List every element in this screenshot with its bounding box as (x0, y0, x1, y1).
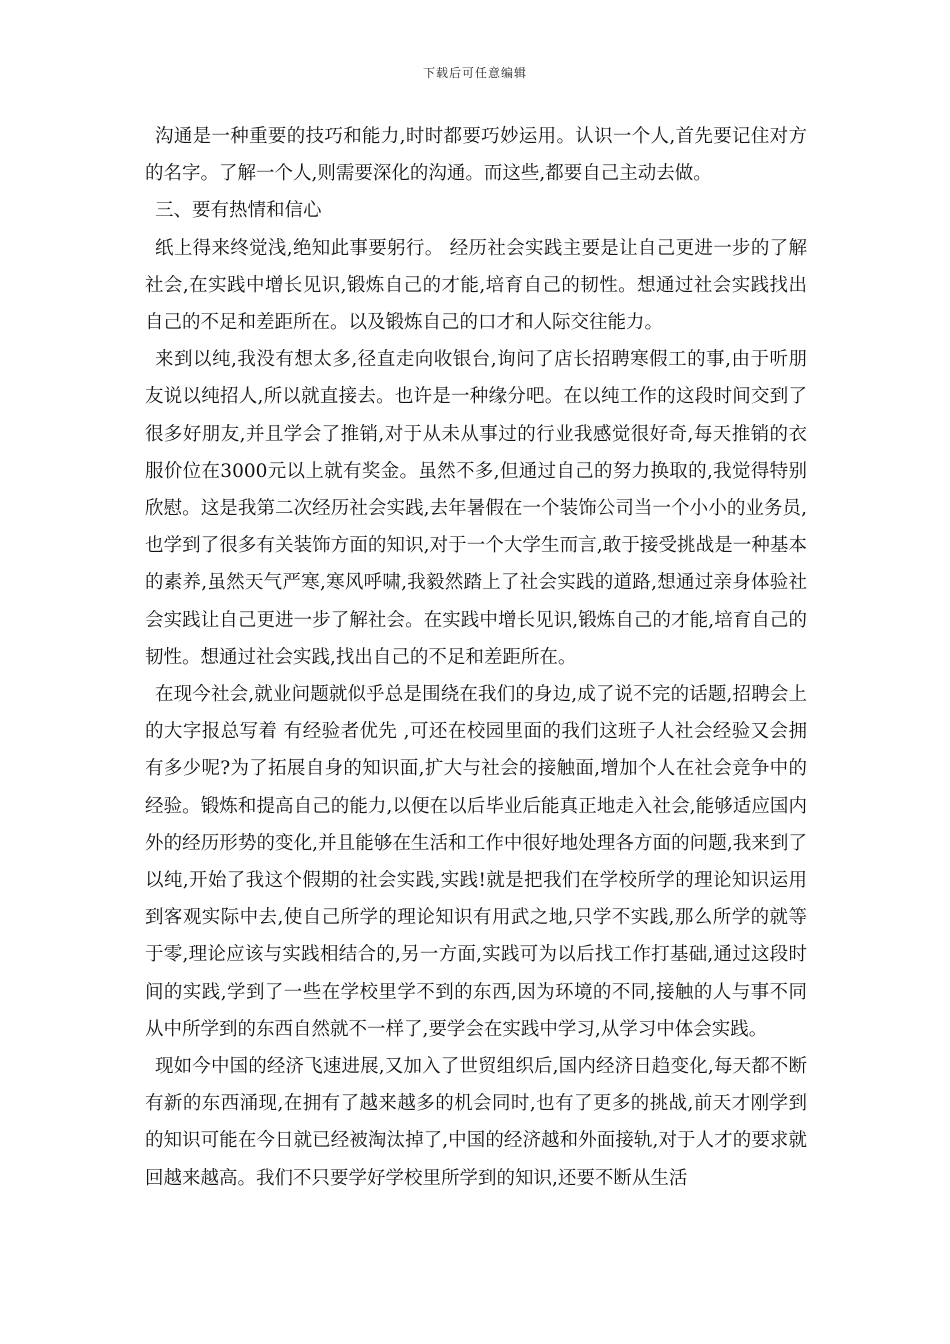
document-body (145, 118, 807, 1197)
section-heading: 三、要有热情和信心 (155, 200, 322, 222)
page-header-note: 下载后可任意编辑 (422, 66, 527, 80)
paragraph-yichun-work: 来到以纯,我没有想太多,径直走向收银台,询问了店长招聘寒假工的事,由于听朋友说以纯招人,所以就直接去。也许是一种缘分吧。在以纯工作的这段时间交到了很多好朋友,并且学会了推销,对于从未从事过的行业我感觉很好奇,每天推销的衣服价位在3000元以上就有奖金。虽然不多,但通过自己的努力换取的,我觉得特别欣慰。这是我第二次经历社会实践,去年暑假在一个装饰公司当一个小小的业务员,也学到了很多有关装饰方面的知识,对于一个大学生而言,敢于接受挑战是一种基本的素养,虽然天气严寒,寒风呼啸,我毅然踏上了社会实践的道路,想通过亲身体验社会实践让自己更进一步了解社会。在实践中增长见识,锻炼自己的才能,培育自己的韧性。想通过社会实践,找出自己的不足和差距所在。 (145, 349, 807, 668)
paragraph-practice-purpose: 纸上得来终觉浅,绝知此事要躬行。 经历社会实践主要是让自己更进一步的了解社会,在实践中增长见识,锻炼自己的才能,培育自己的韧性。想通过社会实践找出自己的不足和差距所在。以及锻炼自己的口才和人际交往能力。 (145, 237, 807, 334)
paragraph-communication: 沟通是一种重要的技巧和能力,时时都要巧妙运用。认识一个人,首先要记住对方的名字。了解一个人,则需要深化的沟通。而这些,都要自己主动去做。 (145, 126, 807, 185)
paragraph-economy: 现如今中国的经济飞速进展,又加入了世贸组织后,国内经济日趋变化,每天都不断有新的东西涌现,在拥有了越来越多的机会同时,也有了更多的挑战,前天才刚学到的知识可能在今日就已经被淘汰掉了,中国的经济越和外面接轨,对于人才的要求就回越来越高。我们不只要学好学校里所学到的知识,还要不断从生活 (145, 1056, 807, 1189)
paragraph-employment: 在现今社会,就业问题就似乎总是围绕在我们的身边,成了说不完的话题,招聘会上的大字报总写着 有经验者优先 ,可还在校园里面的我们这班子人社会经验又会拥有多少呢?为了拓展自身的知识面,扩大与社会的接触面,增加个人在社会竞争中的经验。锻炼和提高自己的能力,以便在以后毕业后能真正地走入社会,能够适应国内外的经历形势的变化,并且能够在生活和工作中很好地处理各方面的问题,我来到了以纯,开始了我这个假期的社会实践,实践!就是把我们在学校所学的理论知识运用到客观实际中去,使自己所学的理论知识有用武之地,只学不实践,那么所学的就等于零,理论应该与实践相结合的,另一方面,实践可为以后找工作打基础,通过这段时间的实践,学到了一些在学校里学不到的东西,因为环境的不同,接触的人与事不同从中所学到的东西自然就不一样了,要学会在实践中学习,从学习中体会实践。 (145, 684, 807, 1040)
